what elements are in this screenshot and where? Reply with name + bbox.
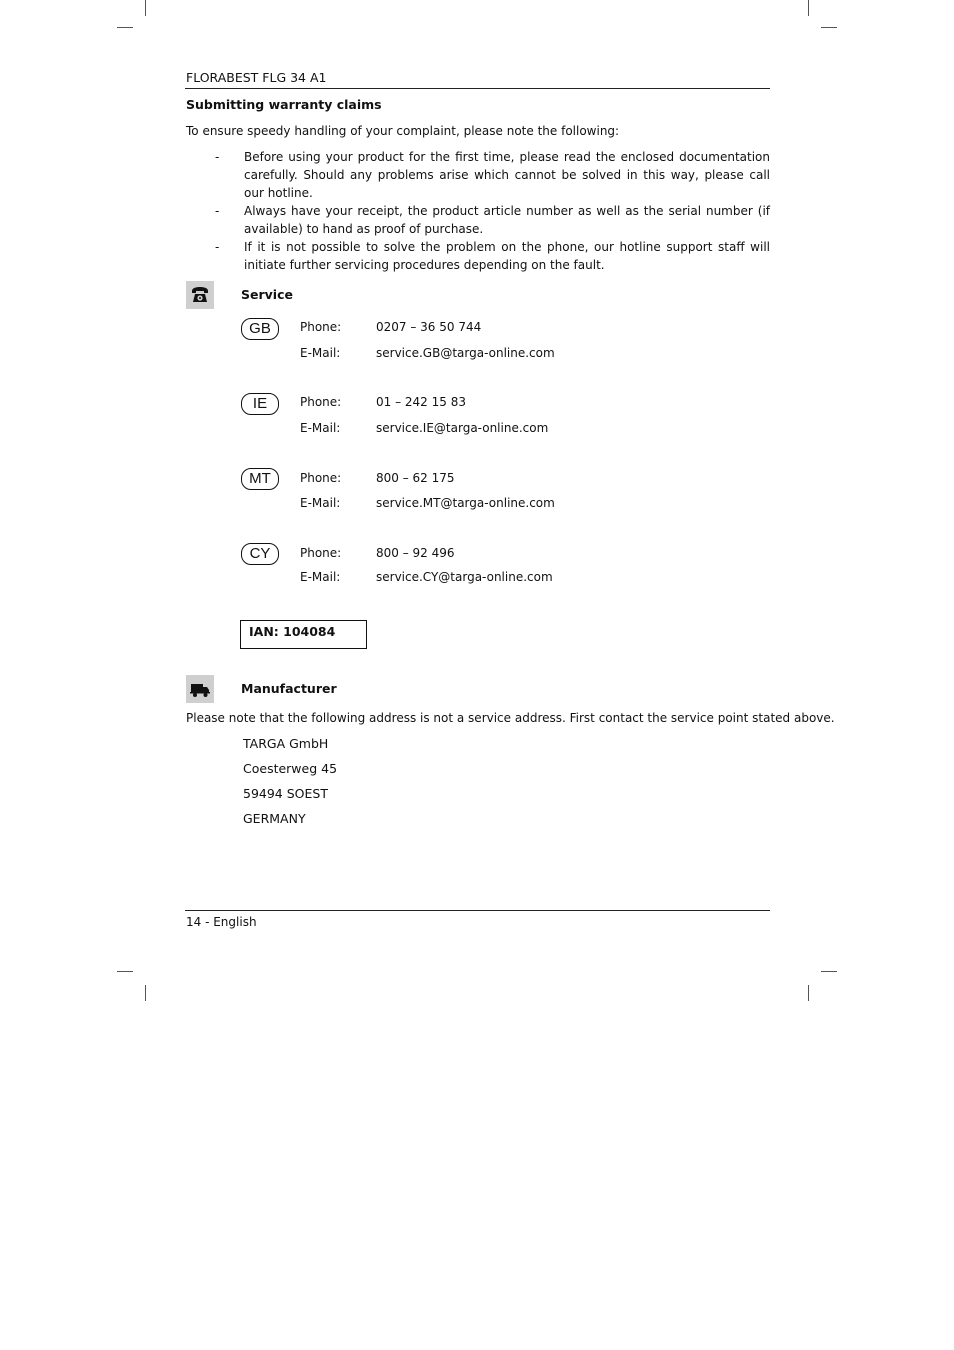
header-rule [185,88,770,89]
phone-number-gb: 0207 – 36 50 744 [376,320,482,334]
address-line: GERMANY [243,811,306,826]
phone-label: Phone: [300,320,342,334]
warranty-heading: Submitting warranty claims [186,97,382,112]
address-line: Coesterweg 45 [243,761,338,776]
footer-rule [185,910,770,911]
phone-label: Phone: [300,471,342,485]
crop-mark [808,985,809,1001]
phone-number-ie: 01 – 242 15 83 [376,395,466,409]
crop-mark [117,27,133,28]
list-item: - If it is not possible to solve the problem on the phone, our hotline support staff will initiate further servicing procedures depending on the fault. [215,240,770,272]
email-ie: service.IE@targa-online.com [376,421,549,435]
crop-mark [808,0,809,16]
email-label: E-Mail: [300,496,341,510]
phone-number-mt: 800 – 62 175 [376,471,455,485]
country-badge-gb: GB [241,318,279,340]
email-gb: service.GB@targa-online.com [376,346,555,360]
address-line: TARGA GmbH [243,736,329,751]
phone-number-cy: 800 – 92 496 [376,546,455,560]
document-title: FLORABEST FLG 34 A1 [186,70,327,85]
crop-mark [145,0,146,16]
list-item: - Always have your receipt, the product article number as well as the serial number (if available) to hand as proof of purchase. [215,204,770,236]
email-label: E-Mail: [300,570,341,584]
warranty-intro: To ensure speedy handling of your complaint, please note the following: [186,124,620,138]
email-label: E-Mail: [300,346,341,360]
page-number: 14 - English [186,915,257,929]
manufacturer-heading: Manufacturer [241,681,337,696]
email-cy: service.CY@targa-online.com [376,570,553,584]
phone-label: Phone: [300,395,342,409]
ian-box [240,620,367,649]
email-label: E-Mail: [300,421,341,435]
country-badge-ie: IE [241,393,279,415]
ian-number: IAN: 104084 [249,624,336,639]
list-item: - Before using your product for the first time, please read the enclosed documentation carefully. Should any problems arise which cannot be solved in this way, please call our hotline. [215,150,770,200]
email-mt: service.MT@targa-online.com [376,496,555,510]
manufacturer-note: Please note that the following address is not a service address. First contact the service point stated above. [186,711,835,725]
warranty-list [186,148,770,274]
crop-mark [117,971,133,972]
telephone-icon [186,281,214,309]
crop-mark [145,985,146,1001]
truck-icon [186,675,214,703]
country-badge-mt: MT [241,468,279,490]
address-line: 59494 SOEST [243,786,328,801]
country-badge-cy: CY [241,543,279,565]
service-heading: Service [241,287,293,302]
crop-mark [821,27,837,28]
phone-label: Phone: [300,546,342,560]
crop-mark [821,971,837,972]
